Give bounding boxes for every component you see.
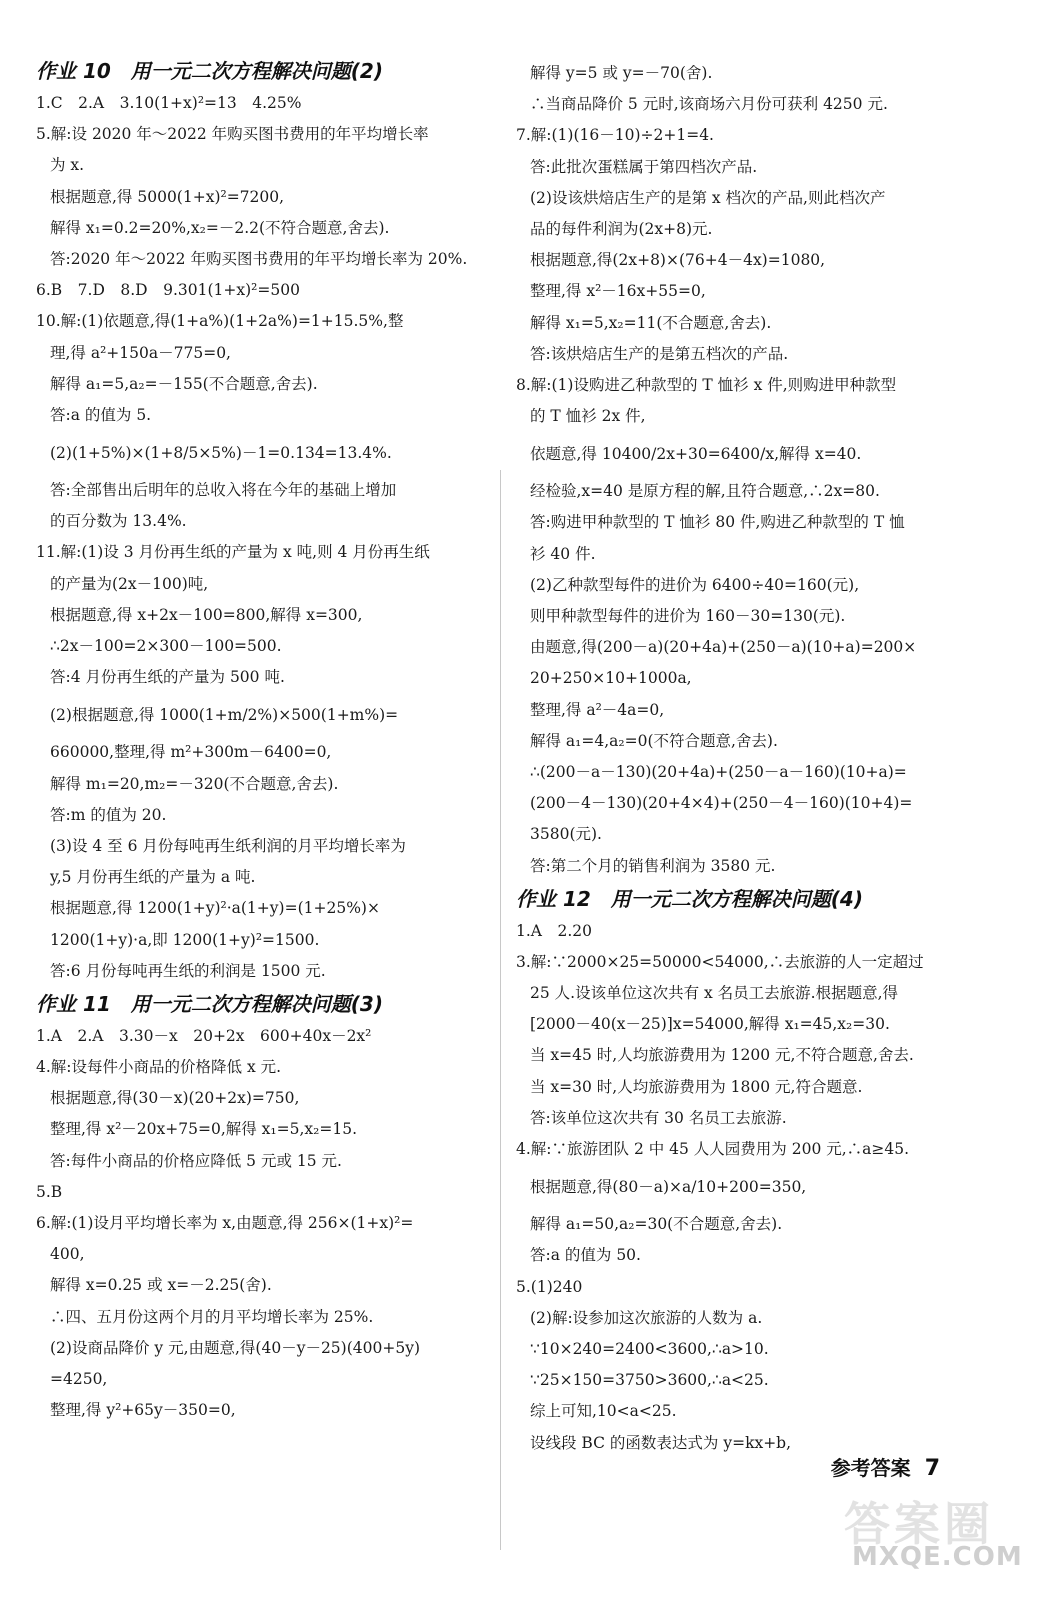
right-column-line: ∵25×150=3750>3600,∴a<25. [530, 1371, 769, 1390]
right-column-line: 根据题意,得(2x+8)×(76+4－4x)=1080, [530, 251, 826, 270]
column-divider [500, 470, 501, 1550]
right-column-line: ∴当商品降价 5 元时,该商场六月份可获利 4250 元. [530, 95, 888, 114]
section-heading: 作业 10 用一元二次方程解决问题(2) [36, 59, 383, 83]
watermark-big-text: 答案圈 [844, 1497, 994, 1551]
left-column-line: 为 x. [50, 156, 85, 175]
right-column-line: 解得 a₁=50,a₂=30(不合题意,舍去). [530, 1215, 783, 1234]
right-column-line: 20+250×10+1000a, [530, 669, 692, 688]
right-column-line: 整理,得 x²－16x+55=0, [530, 282, 706, 301]
watermark-logo [834, 1482, 1024, 1582]
left-column-line: 根据题意,得 1200(1+y)²·a(1+y)=(1+25%)× [50, 899, 380, 918]
right-column-line: 答:第二个月的销售利润为 3580 元. [530, 856, 776, 875]
right-column-line: 4.解:∵旅游团队 2 中 45 人人园费用为 200 元,∴a≥45. [516, 1140, 910, 1158]
section-heading: 作业 12 用一元二次方程解决问题(4) [516, 886, 863, 911]
left-column-line: 答:全部售出后明年的总收入将在今年的基础上增加 [50, 481, 397, 500]
right-column-line: 当 x=30 时,人均旅游费用为 1800 元,符合题意. [530, 1077, 863, 1096]
left-column-line: ∴四、五月份这两个月的月平均增长率为 25%. [50, 1307, 374, 1326]
right-column-line: 解得 y=5 或 y=－70(舍). [530, 64, 713, 82]
left-column-line: 答:a 的值为 5. [50, 405, 152, 424]
left-column-line: 4.解:设每件小商品的价格降低 x 元. [36, 1058, 282, 1077]
right-column-line: (2)设该烘焙店生产的是第 x 档次的产品,则此档次产 [530, 188, 886, 207]
right-column-line: (2)乙种款型每件的进价为 6400÷40=160(元), [530, 575, 860, 594]
right-column-line: 答:a 的值为 50. [530, 1246, 641, 1265]
left-column-line: 解得 x₁=0.2=20%,x₂=－2.2(不符合题意,舍去). [50, 218, 390, 237]
right-column-line: 25 人.设该单位这次共有 x 名员工去旅游.根据题意,得 [530, 984, 899, 1003]
left-column-line: =4250, [50, 1369, 108, 1388]
left-column-line: 的百分数为 13.4%. [50, 512, 187, 531]
right-column-line: 根据题意,得(80－a)×a/10+200=350, [530, 1178, 807, 1197]
right-column-line: 综上可知,10<a<25. [530, 1402, 677, 1421]
right-column-line: (200－4－130)(20+4×4)+(250－4－160)(10+4)= [530, 794, 913, 813]
right-column-line: 3580(元). [530, 825, 602, 844]
left-column-line: 解得 m₁=20,m₂=－320(不合题意,舍去). [50, 774, 339, 793]
right-column-line: 3.解:∵2000×25=50000<54000,∴去旅游的人一定超过 [516, 952, 924, 971]
left-column-line: 答:4 月份再生纸的产量为 500 吨. [50, 668, 285, 687]
left-column-line: 理,得 a²+150a－775=0, [50, 343, 231, 362]
left-column-line: (3)设 4 至 6 月份每吨再生纸利润的月平均增长率为 [50, 836, 406, 855]
left-column [36, 54, 498, 1426]
right-column-line: 设线段 BC 的函数表达式为 y=kx+b, [530, 1433, 792, 1452]
right-column-line: 答:购进甲种款型的 T 恤衫 80 件,购进乙种款型的 T 恤 [530, 513, 905, 532]
section-heading: 作业 11 用一元二次方程解决问题(3) [36, 991, 383, 1016]
left-column-line: 11.解:(1)设 3 月份再生纸的产量为 x 吨,则 4 月份再生纸 [36, 543, 430, 562]
left-column-line: 根据题意,得 x+2x－100=800,解得 x=300, [50, 605, 363, 624]
left-column-line: 1.C 2.A 3.10(1+x)²=13 4.25% [36, 94, 302, 112]
page-number: 7 [924, 1456, 940, 1481]
left-column-line: 整理,得 y²+65y－350=0, [50, 1401, 236, 1420]
right-column-line: ∵10×240=2400<3600,∴a>10. [530, 1339, 769, 1358]
right-column-line: 解得 a₁=4,a₂=0(不符合题意,舍去). [530, 731, 778, 750]
left-column-line: 答:m 的值为 20. [50, 805, 167, 824]
right-column-line: 当 x=45 时,人均旅游费用为 1200 元,不符合题意,舍去. [530, 1046, 914, 1065]
right-column-line: 品的每件利润为(2x+8)元. [530, 219, 713, 238]
footer-label: 参考答案 [830, 1456, 911, 1480]
left-column-line: (2)根据题意,得 1000(1+m/2%)×500(1+m%)= [50, 706, 399, 725]
right-column-line: 经检验,x=40 是原方程的解,且符合题意,∴2x=80. [530, 482, 880, 501]
left-column-line: 根据题意,得(30－x)(20+2x)=750, [50, 1089, 300, 1108]
right-column-line: 则甲种款型每件的进价为 160－30=130(元). [530, 607, 846, 625]
left-column-line: 6.解:(1)设月平均增长率为 x,由题意,得 256×(1+x)²= [36, 1214, 414, 1232]
left-column-line: 根据题意,得 5000(1+x)²=7200, [50, 187, 285, 206]
left-column-line: 10.解:(1)依题意,得(1+a%)(1+2a%)=1+15.5%,整 [36, 312, 404, 331]
left-column-line: 1200(1+y)·a,即 1200(1+y)²=1500. [50, 930, 320, 949]
right-column-line: 依题意,得 10400/2x+30=6400/x,解得 x=40. [530, 445, 862, 464]
right-column-line: 8.解:(1)设购进乙种款型的 T 恤衫 x 件,则购进甲种款型 [516, 375, 897, 394]
left-column-line: y,5 月份再生纸的产量为 a 吨. [50, 868, 256, 887]
left-column-line: 1.A 2.A 3.30－x 20+2x 600+40x－2x² [36, 1026, 372, 1045]
right-column-line: [2000－40(x－25)]x=54000,解得 x₁=45,x₂=30. [530, 1015, 890, 1034]
left-column-line: 5.B [36, 1182, 63, 1201]
watermark-url: MXQE.COM [852, 1542, 1023, 1572]
left-column-line: (2)设商品降价 y 元,由题意,得(40－y－25)(400+5y) [50, 1338, 421, 1357]
left-column-line: 整理,得 x²－20x+75=0,解得 x₁=5,x₂=15. [50, 1120, 358, 1139]
right-column [516, 58, 1022, 1459]
left-column-line: 解得 x=0.25 或 x=－2.25(舍). [50, 1276, 272, 1295]
right-column-line: 答:此批次蛋糕属于第四档次产品. [530, 157, 758, 176]
right-column-line: 由题意,得(200－a)(20+4a)+(250－a)(10+a)=200× [530, 638, 917, 657]
left-column-line: 答:每件小商品的价格应降低 5 元或 15 元. [50, 1151, 342, 1170]
right-column-line: 7.解:(1)(16－10)÷2+1=4. [516, 126, 714, 145]
left-column-line: 解得 a₁=5,a₂=－155(不合题意,舍去). [50, 374, 318, 393]
right-column-line: (2)解:设参加这次旅游的人数为 a. [530, 1308, 763, 1327]
right-column-line: 衫 40 件. [530, 544, 596, 563]
right-column-line: 整理,得 a²－4a=0, [530, 700, 665, 719]
left-column-line: 答:6 月份每吨再生纸的利润是 1500 元. [50, 961, 326, 980]
left-column-line: 答:2020 年～2022 年购买图书费用的年平均增长率为 20%. [50, 249, 468, 268]
right-column-line: 1.A 2.20 [516, 921, 592, 940]
right-column-line: 答:该烘焙店生产的是第五档次的产品. [530, 344, 789, 363]
left-column-line: ∴2x－100=2×300－100=500. [50, 637, 282, 655]
left-column-line: 6.B 7.D 8.D 9.301(1+x)²=500 [36, 281, 300, 300]
page-footer [831, 1452, 940, 1481]
left-column-line: 660000,整理,得 m²+300m－6400=0, [50, 743, 332, 762]
left-column-line: (2)(1+5%)×(1+8/5×5%)－1=0.134=13.4%. [50, 444, 392, 463]
right-column-line: 答:该单位这次共有 30 名员工去旅游. [530, 1108, 787, 1127]
right-column-line: 解得 x₁=5,x₂=11(不合题意,舍去). [530, 313, 772, 332]
left-column-line: 的产量为(2x－100)吨, [50, 574, 209, 593]
right-column-line: 5.(1)240 [516, 1277, 583, 1296]
right-column-line: 的 T 恤衫 2x 件, [530, 407, 646, 426]
left-column-line: 400, [50, 1245, 85, 1264]
right-column-line: ∴(200－a－130)(20+4a)+(250－a－160)(10+a)= [530, 762, 907, 781]
left-column-line: 5.解:设 2020 年～2022 年购买图书费用的年平均增长率 [36, 125, 429, 144]
